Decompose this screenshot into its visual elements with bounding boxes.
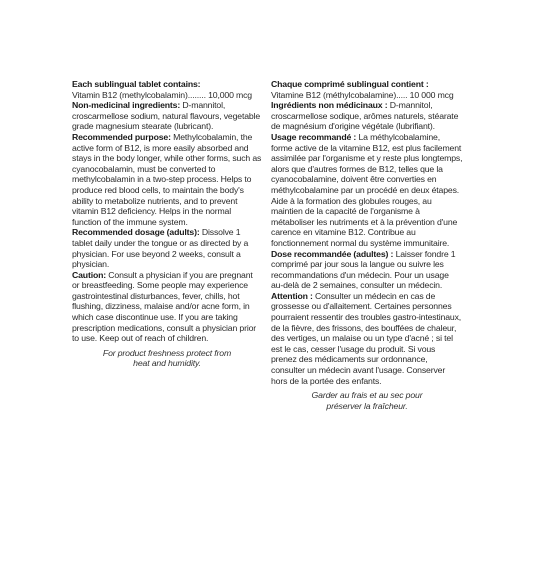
non-medicinal-section-fr xyxy=(271,100,463,132)
purpose-text-fr: La méthylcobalamine, forme active de la vitamine B12, est plus facilement assimilée par l'organisme et y reste plus longtemps, alors que d'autres formes de B12, telles que la cyanocobalamine, doivent être converties en méthylcobalamine par un procédé en deux étapes. Aide à la formation des globules rouges, au maintien de la capacité de l'organisme à métaboliser les nutriments et à la prévention d'une carence en vitamine B12. Contribue au fonctionnement normal du système immunitaire. xyxy=(271,131,463,248)
contains-text: Vitamin B12 (methylcobalamin)........ 10,000 mcg xyxy=(72,89,252,100)
english-label-column xyxy=(72,79,262,369)
caution-heading: Caution: xyxy=(72,269,107,280)
purpose-section xyxy=(72,132,262,227)
french-label-column xyxy=(271,79,463,411)
caution-section xyxy=(72,270,262,344)
freshness-note-fr: Garder au frais et au sec pour préserver la fraîcheur. xyxy=(311,390,423,411)
non-medicinal-text: D-mannitol, croscarmellose sodium, natural flavours, vegetable grade magnesium stearate (lubricant). xyxy=(72,100,261,132)
contains-text-fr: Vitamine B12 (méthylcobalamine)..... 10 000 mcg xyxy=(271,89,454,100)
non-medicinal-heading: Non-medicinal ingredients: xyxy=(72,100,181,111)
purpose-section-fr xyxy=(271,132,463,249)
dosage-heading-fr: Dose recommandée (adultes) : xyxy=(271,248,394,259)
purpose-text: Methylcobalamin, the active form of B12, is more easily absorbed and stays in the body longer, while other forms, such as cyanocobalamin, must be converted to methylcobalamin in a two-step process. Helps to produce red blood cells, to maintain the body's ability to metabolize nutrients, and to prevent vitamin B12 deficiency. Helps in the normal function of the immune system. xyxy=(72,131,262,227)
caution-text-fr: Consulter un médecin en cas de grossesse ou d'allaitement. Certaines personnes pourraient ressentir des troubles gastro-intestinaux, de la fièvre, des frissons, des bouffées de chaleur, des vertiges, un malaise ou un type d'acné ; si tel est le cas, cesser l'usage du produit. Si vous prenez des médicaments sur ordonnance, consulter un médecin avant l'usage. Conserver hors de la portée des enfants. xyxy=(271,290,462,386)
dosage-heading: Recommended dosage (adults): xyxy=(72,227,200,238)
purpose-heading-fr: Usage recommandé : xyxy=(271,131,357,142)
dosage-section xyxy=(72,227,262,269)
contains-heading-fr: Chaque comprimé sublingual contient : xyxy=(271,79,429,89)
non-medicinal-section xyxy=(72,100,262,132)
dosage-section-fr xyxy=(271,249,463,291)
purpose-heading: Recommended purpose: xyxy=(72,131,171,142)
contains-heading: Each sublingual tablet contains: xyxy=(72,79,201,89)
non-medicinal-heading-fr: Ingrédients non médicinaux : xyxy=(271,100,388,111)
caution-text: Consult a physician if you are pregnant or breastfeeding. Some people may experience gastrointestinal disturbances, fever, chills, hot flushing, dizziness, malaise and/or acne form, in which case discontinue use. If you are taking prescription medications, consult a physician prior to use. Keep out of reach of children. xyxy=(72,269,257,344)
dosage-text: Dissolve 1 tablet daily under the tongue or as directed by a physician. For use beyond 2 weeks, consult a physician. xyxy=(72,227,249,270)
caution-heading-fr: Attention : xyxy=(271,290,313,301)
non-medicinal-text-fr: D-mannitol, croscarmellose sodique, arômes naturels, stéarate de magnésium d'origine végétale (lubrifiant). xyxy=(271,100,459,132)
freshness-note: For product freshness protect from heat and humidity. xyxy=(102,347,232,369)
dosage-text-fr: Laisser fondre 1 comprimé par jour sous la langue ou suivre les recommandations d'un médecin. Pour un usage au-delà de 2 semaines, consulter un médecin. xyxy=(271,248,456,291)
caution-section-fr xyxy=(271,291,463,386)
